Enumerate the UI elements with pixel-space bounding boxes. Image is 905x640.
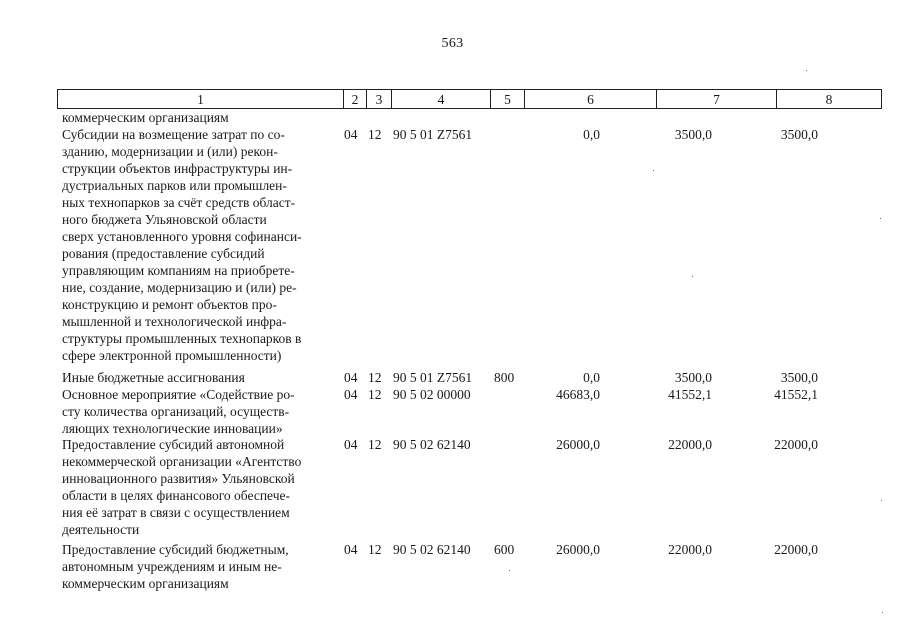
row-amount-col6: 26000,0	[556, 542, 600, 557]
row-amount-col6: 46683,0	[556, 387, 600, 402]
row-target-code: 90 5 02 62140	[393, 542, 471, 557]
row-section-code: 04	[344, 387, 358, 402]
scan-speck	[880, 218, 881, 219]
row-section-code: 04	[344, 127, 358, 142]
header-col-3: 3	[367, 90, 392, 109]
row-subsection-code: 12	[368, 370, 382, 385]
header-col-8: 8	[777, 90, 882, 109]
scan-speck	[692, 276, 693, 277]
row-section-code: 04	[344, 437, 358, 452]
scan-speck	[881, 500, 882, 501]
page-number: 563	[441, 36, 464, 51]
row-amount-col8: 41552,1	[774, 387, 818, 402]
row-section-code: 04	[344, 370, 358, 385]
row-amount-col7: 22000,0	[668, 542, 712, 557]
header-col-4: 4	[392, 90, 491, 109]
scan-speck	[806, 70, 807, 71]
row-description: Предоставление субсидий бюджетным, автономным учреждениям и иным не- коммерческим организациям	[62, 542, 289, 591]
row-subsection-code: 12	[368, 387, 382, 402]
row-description: Предоставление субсидий автономной некоммерческой организации «Агентство инновационного развития» Ульяновской области в целях финансового обеспече- ния её затрат в связи с осуществлением деятельности	[62, 437, 302, 537]
row-amount-col8: 22000,0	[774, 437, 818, 452]
row-amount-col6: 0,0	[583, 370, 600, 385]
header-col-6: 6	[525, 90, 657, 109]
row-subsection-code: 12	[368, 542, 382, 557]
row-amount-col6: 0,0	[583, 127, 600, 142]
header-col-5: 5	[491, 90, 525, 109]
row-amount-col8: 22000,0	[774, 542, 818, 557]
row-amount-col6: 26000,0	[556, 437, 600, 452]
row-amount-col7: 3500,0	[674, 127, 712, 142]
row-expense-type: 600	[494, 542, 515, 557]
header-col-7: 7	[657, 90, 777, 109]
row-subsection-code: 12	[368, 437, 382, 452]
row-amount-col8: 3500,0	[780, 127, 818, 142]
row-subsection-code: 12	[368, 127, 382, 142]
row-amount-col7: 3500,0	[674, 370, 712, 385]
row-target-code: 90 5 02 00000	[393, 387, 471, 402]
header-col-1: 1	[58, 90, 344, 109]
row-target-code: 90 5 01 Z7561	[393, 370, 473, 385]
scan-speck	[509, 570, 510, 571]
row-description: Основное мероприятие «Содействие ро- сту количества организаций, осуществ- ляющих технологические инновации»	[62, 387, 295, 436]
header-col-2: 2	[344, 90, 367, 109]
row-section-code: 04	[344, 542, 358, 557]
row-description: Субсидии на возмещение затрат по со- зданию, модернизации и (или) рекон- струкции объектов инфраструктуры ин- дустриальных парков или промышлен- ных технопарков за счёт средств област- ного бюджета Ульяновской области сверх установленного уровня софинанси- рования (предоставление субсидий управляющим компаниям на приобрете- ние, создание, модернизацию и (или) ре- конструкцию и ремонт объектов про- мышленной и технологической инфра- структуры промышленных технопарков в сфере электронной промышленности)	[62, 127, 302, 363]
row-amount-col8: 3500,0	[780, 370, 818, 385]
row-target-code: 90 5 02 62140	[393, 437, 471, 452]
row-description: Иные бюджетные ассигнования	[62, 370, 245, 385]
row-target-code: 90 5 01 Z7561	[393, 127, 473, 142]
row-amount-col7: 41552,1	[668, 387, 712, 402]
scan-speck	[653, 170, 654, 171]
scan-speck	[882, 612, 883, 613]
row-description: коммерческим организациям	[62, 110, 229, 125]
row-expense-type: 800	[494, 370, 515, 385]
row-amount-col7: 22000,0	[668, 437, 712, 452]
